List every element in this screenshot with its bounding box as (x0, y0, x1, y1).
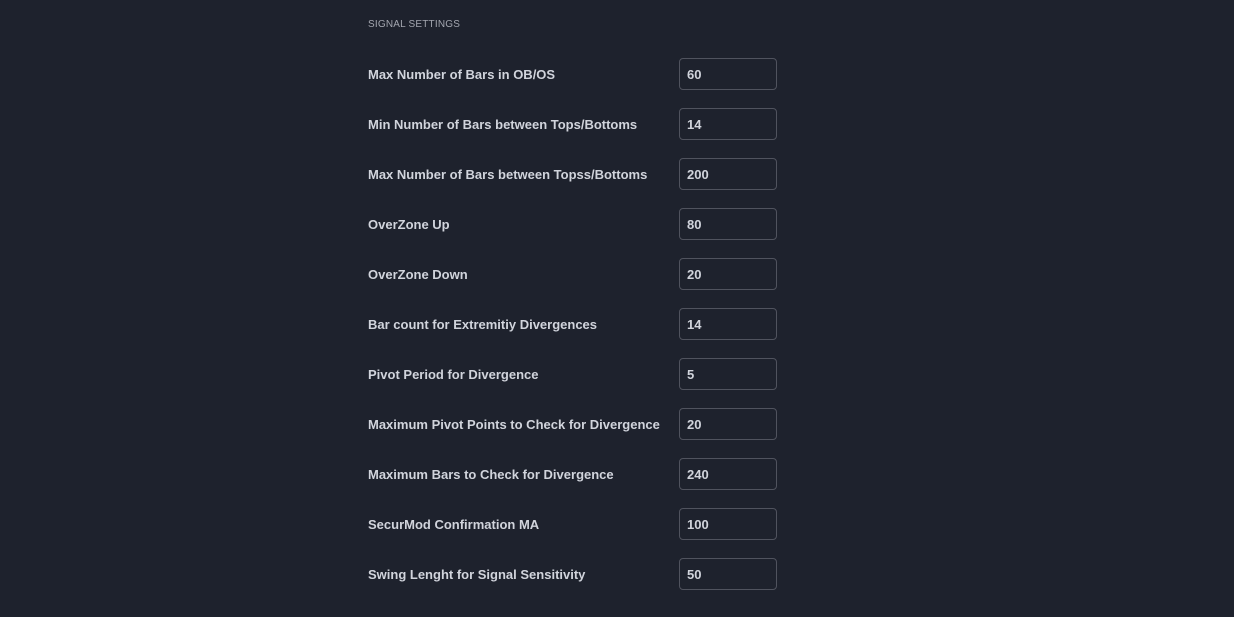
setting-label: OverZone Down (368, 267, 468, 282)
setting-label: OverZone Up (368, 217, 450, 232)
setting-row-pivot-period (368, 358, 788, 392)
setting-label: SecurMod Confirmation MA (368, 517, 540, 532)
setting-row-swing-length (368, 558, 788, 592)
setting-row-extremity-bar-count (368, 308, 788, 342)
section-title: SIGNAL SETTINGS (368, 19, 461, 30)
setting-row-max-pivot-points (368, 408, 788, 442)
max-bars-tops-bottoms-input[interactable] (679, 158, 777, 190)
max-bars-divergence-input[interactable] (679, 458, 777, 490)
securmod-confirmation-ma-input[interactable] (679, 508, 777, 540)
setting-row-securmod-confirmation-ma (368, 508, 788, 542)
setting-label: Maximum Pivot Points to Check for Divergence (368, 417, 660, 432)
swing-length-input[interactable] (679, 558, 777, 590)
settings-list (368, 58, 788, 608)
signal-settings-panel (368, 0, 788, 617)
overzone-up-input[interactable] (679, 208, 777, 240)
setting-label: Min Number of Bars between Tops/Bottoms (368, 117, 638, 132)
pivot-period-input[interactable] (679, 358, 777, 390)
setting-row-overzone-up (368, 208, 788, 242)
setting-label: Maximum Bars to Check for Divergence (368, 467, 614, 482)
overzone-down-input[interactable] (679, 258, 777, 290)
setting-label: Pivot Period for Divergence (368, 367, 539, 382)
setting-label: Swing Lenght for Signal Sensitivity (368, 567, 586, 582)
setting-label: Bar count for Extremitiy Divergences (368, 317, 598, 332)
setting-row-max-bars-ob-os (368, 58, 788, 92)
setting-row-max-bars-divergence (368, 458, 788, 492)
setting-label: Max Number of Bars in OB/OS (368, 67, 556, 82)
max-pivot-points-input[interactable] (679, 408, 777, 440)
setting-row-overzone-down (368, 258, 788, 292)
extremity-bar-count-input[interactable] (679, 308, 777, 340)
setting-label: Max Number of Bars between Topss/Bottoms (368, 167, 648, 182)
min-bars-tops-bottoms-input[interactable] (679, 108, 777, 140)
setting-row-max-bars-tops-bottoms (368, 158, 788, 192)
max-bars-ob-os-input[interactable] (679, 58, 777, 90)
setting-row-min-bars-tops-bottoms (368, 108, 788, 142)
